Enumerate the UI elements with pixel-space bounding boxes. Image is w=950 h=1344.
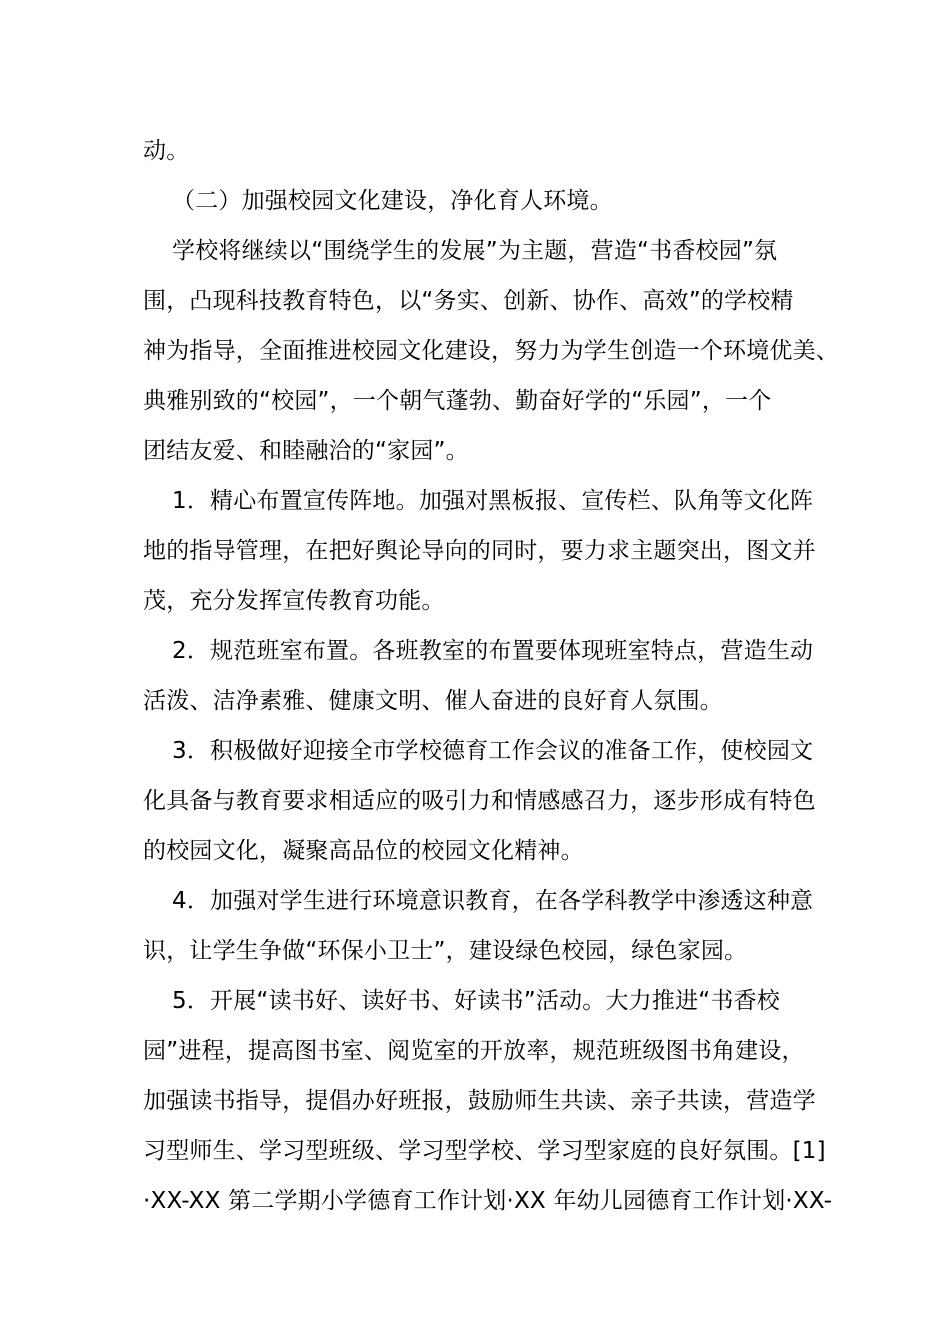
paragraph-line-6: 典雅别致的“校园”，一个朝气蓬勃、勤奋好学的“乐园”，一个 (143, 388, 772, 414)
list-item-1-line-2: 地的指导管理，在把好舆论导向的同时，要力求主题突出，图文并 (143, 538, 816, 564)
list-item-1-line-1: 1．精心布置宣传阵地。加强对黑板报、宣传栏、队角等文化阵 (172, 488, 814, 514)
list-item-1-line-3: 茂，充分发挥宣传教育功能。 (143, 588, 445, 614)
list-item-5-line-3: 加强读书指导，提倡办好班报，鼓励师生共读、亲子共读，营造学 (143, 1088, 816, 1114)
paragraph-line-5: 神为指导，全面推进校园文化建设，努力为学生创造一个环境优美、 (143, 338, 839, 364)
list-item-5-line-1: 5．开展“读书好、读好书、好读书”活动。大力推进“书香校 (172, 988, 780, 1014)
related-links-line: ·XX-XX 第二学期小学德育工作计划·XX 年幼儿园德育工作计划·XX- (143, 1188, 833, 1214)
list-item-3-line-1: 3．积极做好迎接全市学校德育工作会议的准备工作，使校园文 (172, 738, 814, 764)
list-item-5-line-2: 园”进程，提高图书室、阅览室的开放率，规范班级图书角建设， (143, 1038, 805, 1064)
list-item-4-line-1: 4．加强对学生进行环境意识教育，在各学科教学中渗透这种意 (172, 888, 814, 914)
list-item-4-line-2: 识，让学生争做“环保小卫士”，建设绿色校园，绿色家园。 (143, 938, 748, 964)
paragraph-line-3: 学校将继续以“围绕学生的发展”为主题，营造“书香校园”氛 (172, 238, 778, 264)
list-item-2-line-1: 2．规范班室布置。各班教室的布置要体现班室特点，营造生动 (172, 638, 814, 664)
text-line-1: 动。 (143, 138, 190, 164)
section-heading: （二）加强校园文化建设，净化育人环境。 (172, 188, 613, 214)
paragraph-line-4: 围，凸现科技教育特色，以“务实、创新、协作、高效”的学校精 (143, 288, 794, 314)
list-item-3-line-3: 的校园文化，凝聚高品位的校园文化精神。 (143, 838, 584, 864)
list-item-5-line-4: 习型师生、学习型班级、学习型学校、学习型家庭的良好氛围。[1] (143, 1138, 826, 1164)
paragraph-line-7: 团结友爱、和睦融洽的“家园”。 (143, 438, 469, 464)
list-item-3-line-2: 化具备与教育要求相适应的吸引力和情感感召力，逐步形成有特色 (143, 788, 816, 814)
list-item-2-line-2: 活泼、洁净素雅、健康文明、催人奋进的良好育人氛围。 (143, 688, 723, 714)
